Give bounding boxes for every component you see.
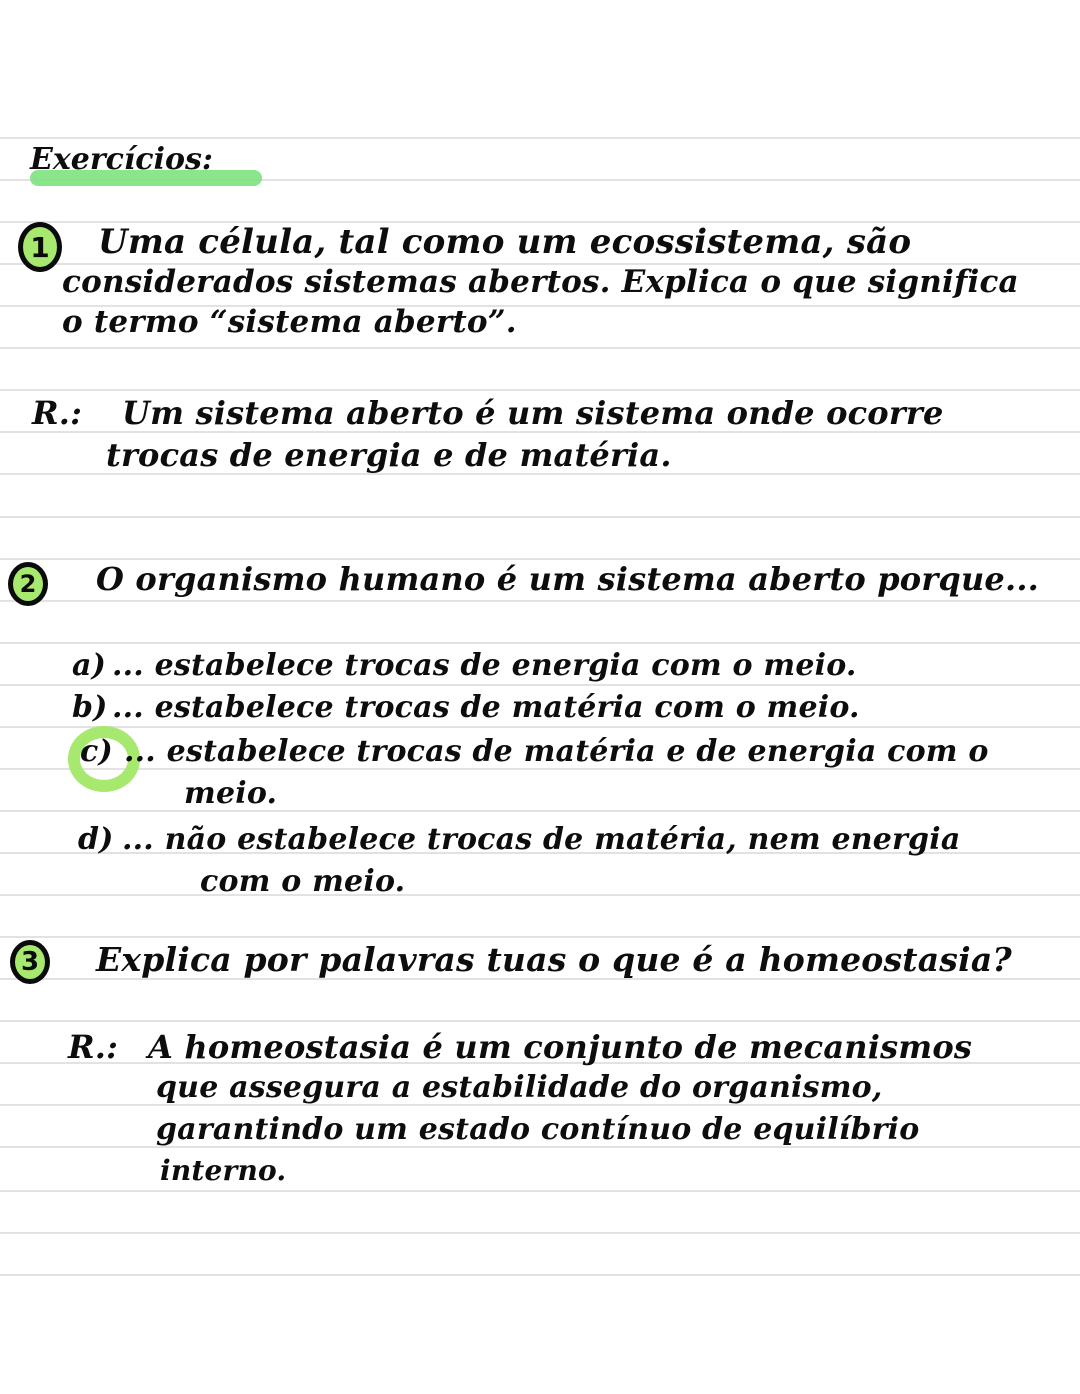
rule-line [0, 726, 1080, 728]
answer-prefix: R.: [68, 1028, 119, 1066]
option-text: com o meio. [200, 864, 406, 899]
page-title [30, 142, 213, 177]
rule-line [0, 936, 1080, 938]
answer-line: interno. [160, 1154, 287, 1187]
number-badge-icon [18, 222, 62, 272]
badge-number: 3 [20, 947, 40, 977]
rule-line [0, 137, 1080, 139]
rule-line [0, 684, 1080, 686]
title-text: Exercícios: [30, 142, 213, 177]
badge-number: 2 [19, 570, 37, 598]
rule-line [0, 389, 1080, 391]
rule-line [0, 810, 1080, 812]
number-badge-icon [10, 940, 50, 984]
answer-line: A homeostasia é um conjunto de mecanismos [148, 1028, 973, 1066]
rule-line [0, 516, 1080, 518]
question-line: considerados sistemas abertos. Explica o que significa [62, 264, 1019, 300]
answer-line: trocas de energia e de matéria. [106, 436, 672, 474]
option-text: meio. [184, 776, 278, 811]
rule-line [0, 1020, 1080, 1022]
option-letter: a) [72, 648, 107, 683]
rule-line [0, 1274, 1080, 1276]
rule-line [0, 347, 1080, 349]
rule-line [0, 642, 1080, 644]
option-text: ... estabelece trocas de energia com o meio. [112, 648, 857, 683]
answer-line: que assegura a estabilidade do organismo, [156, 1070, 883, 1105]
option-letter: d) [78, 822, 114, 857]
badge-number: 1 [30, 230, 50, 264]
rule-line [0, 894, 1080, 896]
option-text: ... estabelece trocas de matéria e de energia com o [124, 734, 989, 769]
option-letter: b) [72, 690, 108, 725]
question-line: Explica por palavras tuas o que é a homeostasia? [96, 940, 1012, 979]
question-line: o termo “sistema aberto”. [62, 304, 517, 340]
option-text: ... não estabelece trocas de matéria, nem energia [122, 822, 961, 857]
question-line: Uma célula, tal como um ecossistema, são [98, 222, 912, 262]
answer-prefix: R.: [32, 394, 83, 432]
answer-line: garantindo um estado contínuo de equilíbrio [156, 1112, 920, 1147]
question-line: O organismo humano é um sistema aberto porque... [96, 560, 1040, 598]
rule-line [0, 1190, 1080, 1192]
rule-line [0, 600, 1080, 602]
option-text: ... estabelece trocas de matéria com o meio. [112, 690, 860, 725]
option-letter: c) [80, 734, 113, 769]
number-badge-icon [8, 562, 48, 606]
rule-line [0, 1232, 1080, 1234]
answer-line: Um sistema aberto é um sistema onde ocorre [122, 394, 944, 432]
